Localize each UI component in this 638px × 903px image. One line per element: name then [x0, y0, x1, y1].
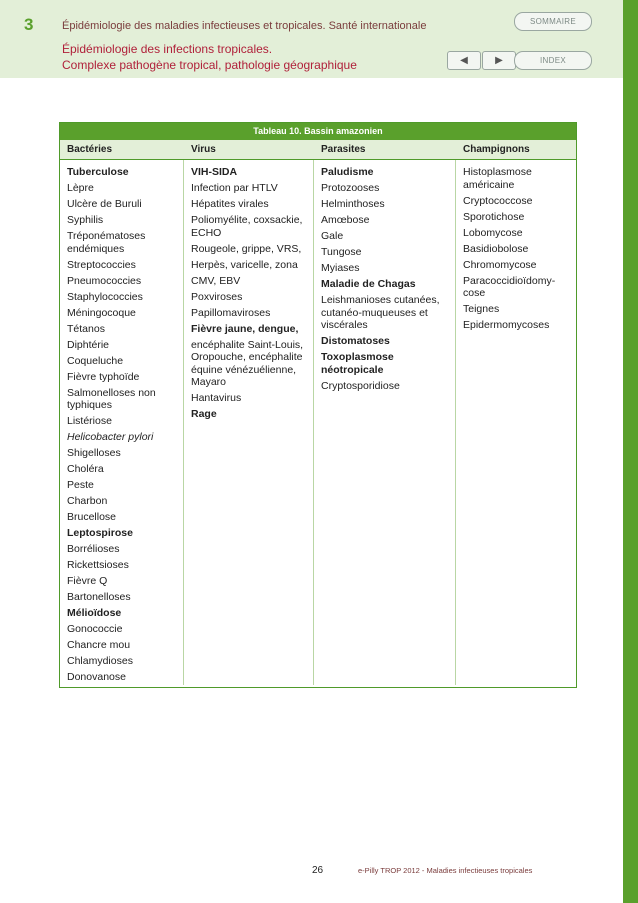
table-cell-item: Bartonelloses	[67, 591, 131, 603]
table-cell-item: Chromomycose	[463, 258, 537, 271]
next-page-button[interactable]	[482, 51, 516, 70]
previous-page-button[interactable]	[447, 51, 481, 70]
table-cell-item: Tuberculose	[67, 166, 129, 178]
table-cell-item: Pneumococcies	[67, 274, 142, 287]
arrow-right-icon: ▶	[495, 55, 503, 66]
table-cell-item: Brucellose	[67, 511, 117, 523]
table-cell-item: Fièvre Q	[67, 575, 108, 587]
table-cell-item: Amœbose	[321, 214, 370, 226]
table-cell-item: Paracoccidioïdomy-cose	[463, 274, 556, 299]
table-cell-item: Tungose	[321, 246, 362, 258]
table-cell-item: VIH-SIDA	[191, 166, 238, 178]
table-cell-item: Protozooses	[321, 182, 380, 194]
side-accent-bar	[623, 0, 638, 903]
table-cell-item: Herpès, varicelle, zona	[191, 258, 298, 271]
table-cell-item: Peste	[67, 479, 94, 491]
table-cell-item: Papillomaviroses	[191, 306, 271, 319]
table-cell-item: Epidermomycoses	[463, 319, 550, 331]
table-cell-item: Helminthoses	[321, 198, 385, 210]
table-cell-item: Poliomyélite, coxsackie, ECHO	[191, 214, 303, 239]
table-cell-item: Syphilis	[67, 214, 104, 226]
table-cell-item: Teignes	[463, 303, 500, 315]
table-cell-item: Mélioïdose	[67, 607, 122, 619]
sommaire-button[interactable]: SOMMAIRE	[514, 12, 592, 31]
section-subtitle-line1: Épidémiologie des infections tropicales.	[62, 42, 273, 56]
table-cell-item: Sporotichose	[463, 210, 525, 223]
table-cell-item: Basidiobolose	[463, 242, 529, 255]
table-cell-item: Méningocoque	[67, 306, 136, 319]
table-cell-item: Lobomycose	[463, 226, 523, 239]
table-cell-item: Lèpre	[67, 182, 94, 194]
column-parasites	[314, 160, 456, 685]
table-cell-item: Fièvre typhoïde	[67, 370, 140, 383]
table-cell-item: Hantavirus	[191, 392, 242, 404]
table-cell-item: Hépatites virales	[191, 198, 269, 210]
table-cell-item: Ulcère de Buruli	[67, 198, 142, 210]
column-header-virus: Virus	[191, 144, 216, 155]
table-cell-item: Choléra	[67, 463, 104, 475]
table-cell-item: Cryptosporidiose	[321, 379, 400, 392]
table-cell-item: Infection par HTLV	[191, 182, 278, 194]
arrow-left-icon: ◀	[460, 55, 468, 66]
column-bacteries	[60, 160, 184, 685]
table-cell-item: encéphalite Saint-Louis, Oropouche, encéphalite équine vénézuélienne, Mayaro	[191, 338, 304, 388]
disease-table	[59, 122, 577, 688]
table-title: Tableau 10. Bassin amazonien	[60, 123, 576, 140]
table-cell-item: Maladie de Chagas	[321, 278, 416, 290]
column-champignons	[456, 160, 576, 685]
table-cell-item: Coqueluche	[67, 354, 124, 367]
table-cell-item: Diphtérie	[67, 338, 110, 351]
table-cell-item: Cryptococcose	[463, 194, 533, 207]
column-virus	[184, 160, 314, 685]
table-cell-item: Salmonelloses non typhiques	[67, 386, 156, 411]
table-cell-item: Paludisme	[321, 166, 374, 178]
column-header-champignons: Champignons	[463, 144, 530, 155]
index-button[interactable]: INDEX	[514, 51, 592, 70]
table-cell-item: Streptococcies	[67, 258, 136, 271]
publication-title: e-Pilly TROP 2012 - Maladies infectieuses tropicales	[358, 866, 533, 875]
table-cell-item: Histoplasmose américaine	[463, 166, 532, 191]
table-cell-item: Chancre mou	[67, 639, 131, 651]
table-cell-item: Myiases	[321, 262, 360, 274]
table-cell-item: Gale	[321, 230, 344, 242]
chapter-number: 3	[24, 15, 34, 34]
table-cell-item: Distomatoses	[321, 335, 390, 347]
table-cell-item: Tétanos	[67, 322, 105, 335]
table-cell-item: Listériose	[67, 415, 112, 427]
table-cell-item: Helicobacter pylori	[67, 431, 154, 443]
table-cell-item: Chlamydioses	[67, 655, 133, 667]
table-cell-item: Shigelloses	[67, 447, 121, 459]
table-cell-item: Borrélioses	[67, 543, 120, 555]
column-header-bacteries: Bactéries	[67, 144, 113, 155]
table-cell-item: Charbon	[67, 495, 108, 507]
table-cell-item: Leishmanioses cutanées, cutanéo-muqueuses et viscérales	[321, 294, 440, 331]
chapter-title: Épidémiologie des maladies infectieuses et tropicales. Santé internationale	[62, 20, 427, 32]
page-number: 26	[312, 865, 324, 876]
table-cell-item: Gonococcie	[67, 623, 123, 635]
table-cell-item: Poxviroses	[191, 290, 243, 303]
table-cell-item: Rougeole, grippe, VRS,	[191, 242, 302, 255]
table-cell-item: Rickettsioses	[67, 559, 129, 571]
table-body	[60, 160, 576, 685]
table-cell-item: Toxoplasmose néotropicale	[321, 351, 394, 376]
table-cell-item: Donovanose	[67, 671, 126, 683]
table-cell-item: CMV, EBV	[191, 274, 241, 287]
table-cell-item: Staphylococcies	[67, 290, 143, 303]
section-subtitle-line2: Complexe pathogène tropical, pathologie géographique	[62, 58, 357, 72]
table-cell-item: Leptospirose	[67, 527, 133, 539]
table-cell-item: Tréponématoses endémiques	[67, 230, 146, 255]
table-cell-item: Rage	[191, 408, 217, 420]
table-cell-item: Fièvre jaune, dengue,	[191, 322, 299, 335]
column-header-parasites: Parasites	[321, 144, 366, 155]
table-header-row	[60, 140, 576, 160]
